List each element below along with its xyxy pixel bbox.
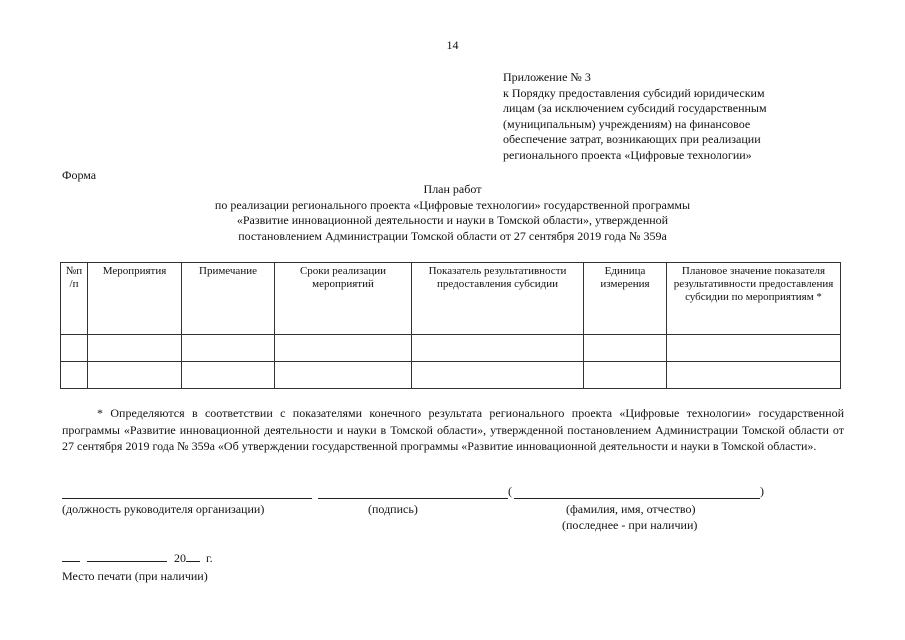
- table-cell[interactable]: [412, 335, 584, 362]
- page-number: 14: [446, 38, 459, 52]
- plan-title: [0, 182, 905, 244]
- appendix-line: лицам (за исключением субсидий государственным: [503, 101, 767, 115]
- header-indicator: Показатель результативности предоставления субсидии: [412, 263, 584, 335]
- header-deadlines: Сроки реализации мероприятий: [275, 263, 412, 335]
- table-cell[interactable]: [667, 335, 841, 362]
- year-suffix: г.: [206, 551, 213, 565]
- name-caption: (фамилия, имя, отчество): [566, 502, 696, 516]
- appendix-line: регионального проекта «Цифровые технологии»: [503, 147, 752, 162]
- plan-title-line: План работ: [423, 182, 482, 196]
- month-field[interactable]: [87, 549, 167, 562]
- open-paren: (: [508, 484, 512, 498]
- table-row: [61, 362, 841, 389]
- signature-caption: (подпись): [368, 502, 418, 516]
- table-cell[interactable]: [275, 335, 412, 362]
- appendix-header: [503, 70, 833, 163]
- table-cell[interactable]: [182, 335, 275, 362]
- header-note: Примечание: [182, 263, 275, 335]
- table-cell[interactable]: [182, 362, 275, 389]
- header-activities: Мероприятия: [88, 263, 182, 335]
- plan-table: [60, 262, 841, 389]
- plan-title-line: «Развитие инновационной деятельности и науки в Томской области», утвержденной: [236, 213, 669, 227]
- table-row: [61, 335, 841, 362]
- footnote: * Определяются в соответствии с показателями конечного результата регионального проекта «Цифровые технологии» государственной программы «Развитие инновационной деятельности и науки в Томской области», утвержденной постановлением Администрации Томской области от 27 сентября 2019 года № 359а «Об утверждении государственной программы «Развитие инновационной деятельности и науки в Томской области».: [62, 406, 844, 453]
- date-row: [62, 549, 213, 566]
- table-header-row: [61, 263, 841, 335]
- year-prefix: 20: [174, 551, 186, 565]
- full-name-line[interactable]: [514, 498, 760, 499]
- table-cell[interactable]: [584, 362, 667, 389]
- appendix-line: к Порядку предоставления субсидий юридическим: [503, 85, 765, 100]
- plan-title-line: постановлением Администрации Томской области от 27 сентября 2019 года № 359а: [238, 228, 667, 243]
- name-note: (последнее - при наличии): [562, 518, 698, 532]
- day-field[interactable]: [62, 549, 80, 562]
- header-planned-value: Плановое значение показателя результативности предоставления субсидии по мероприятиям *: [667, 263, 841, 335]
- position-caption: (должность руководителя организации): [62, 502, 265, 516]
- form-label: Форма: [62, 168, 97, 182]
- appendix-line: (муниципальным) учреждениям) на финансовое: [503, 116, 751, 131]
- table-cell[interactable]: [88, 335, 182, 362]
- table-cell[interactable]: [584, 335, 667, 362]
- table-cell[interactable]: [88, 362, 182, 389]
- table-cell[interactable]: [61, 335, 88, 362]
- header-number: №п /п: [61, 263, 88, 335]
- year-field[interactable]: [186, 549, 200, 562]
- header-unit: Единица измерения: [584, 263, 667, 335]
- seal-label: Место печати (при наличии): [62, 569, 208, 583]
- table-cell[interactable]: [61, 362, 88, 389]
- plan-title-line: по реализации регионального проекта «Цифровые технологии» государственной программы: [214, 197, 691, 212]
- signature-line[interactable]: [318, 498, 508, 499]
- table-cell[interactable]: [275, 362, 412, 389]
- appendix-line: обеспечение затрат, возникающих при реализации: [503, 132, 761, 146]
- appendix-line: Приложение № 3: [503, 70, 591, 84]
- table-cell[interactable]: [412, 362, 584, 389]
- close-paren: ): [760, 484, 764, 498]
- position-line[interactable]: [62, 498, 312, 499]
- table-cell[interactable]: [667, 362, 841, 389]
